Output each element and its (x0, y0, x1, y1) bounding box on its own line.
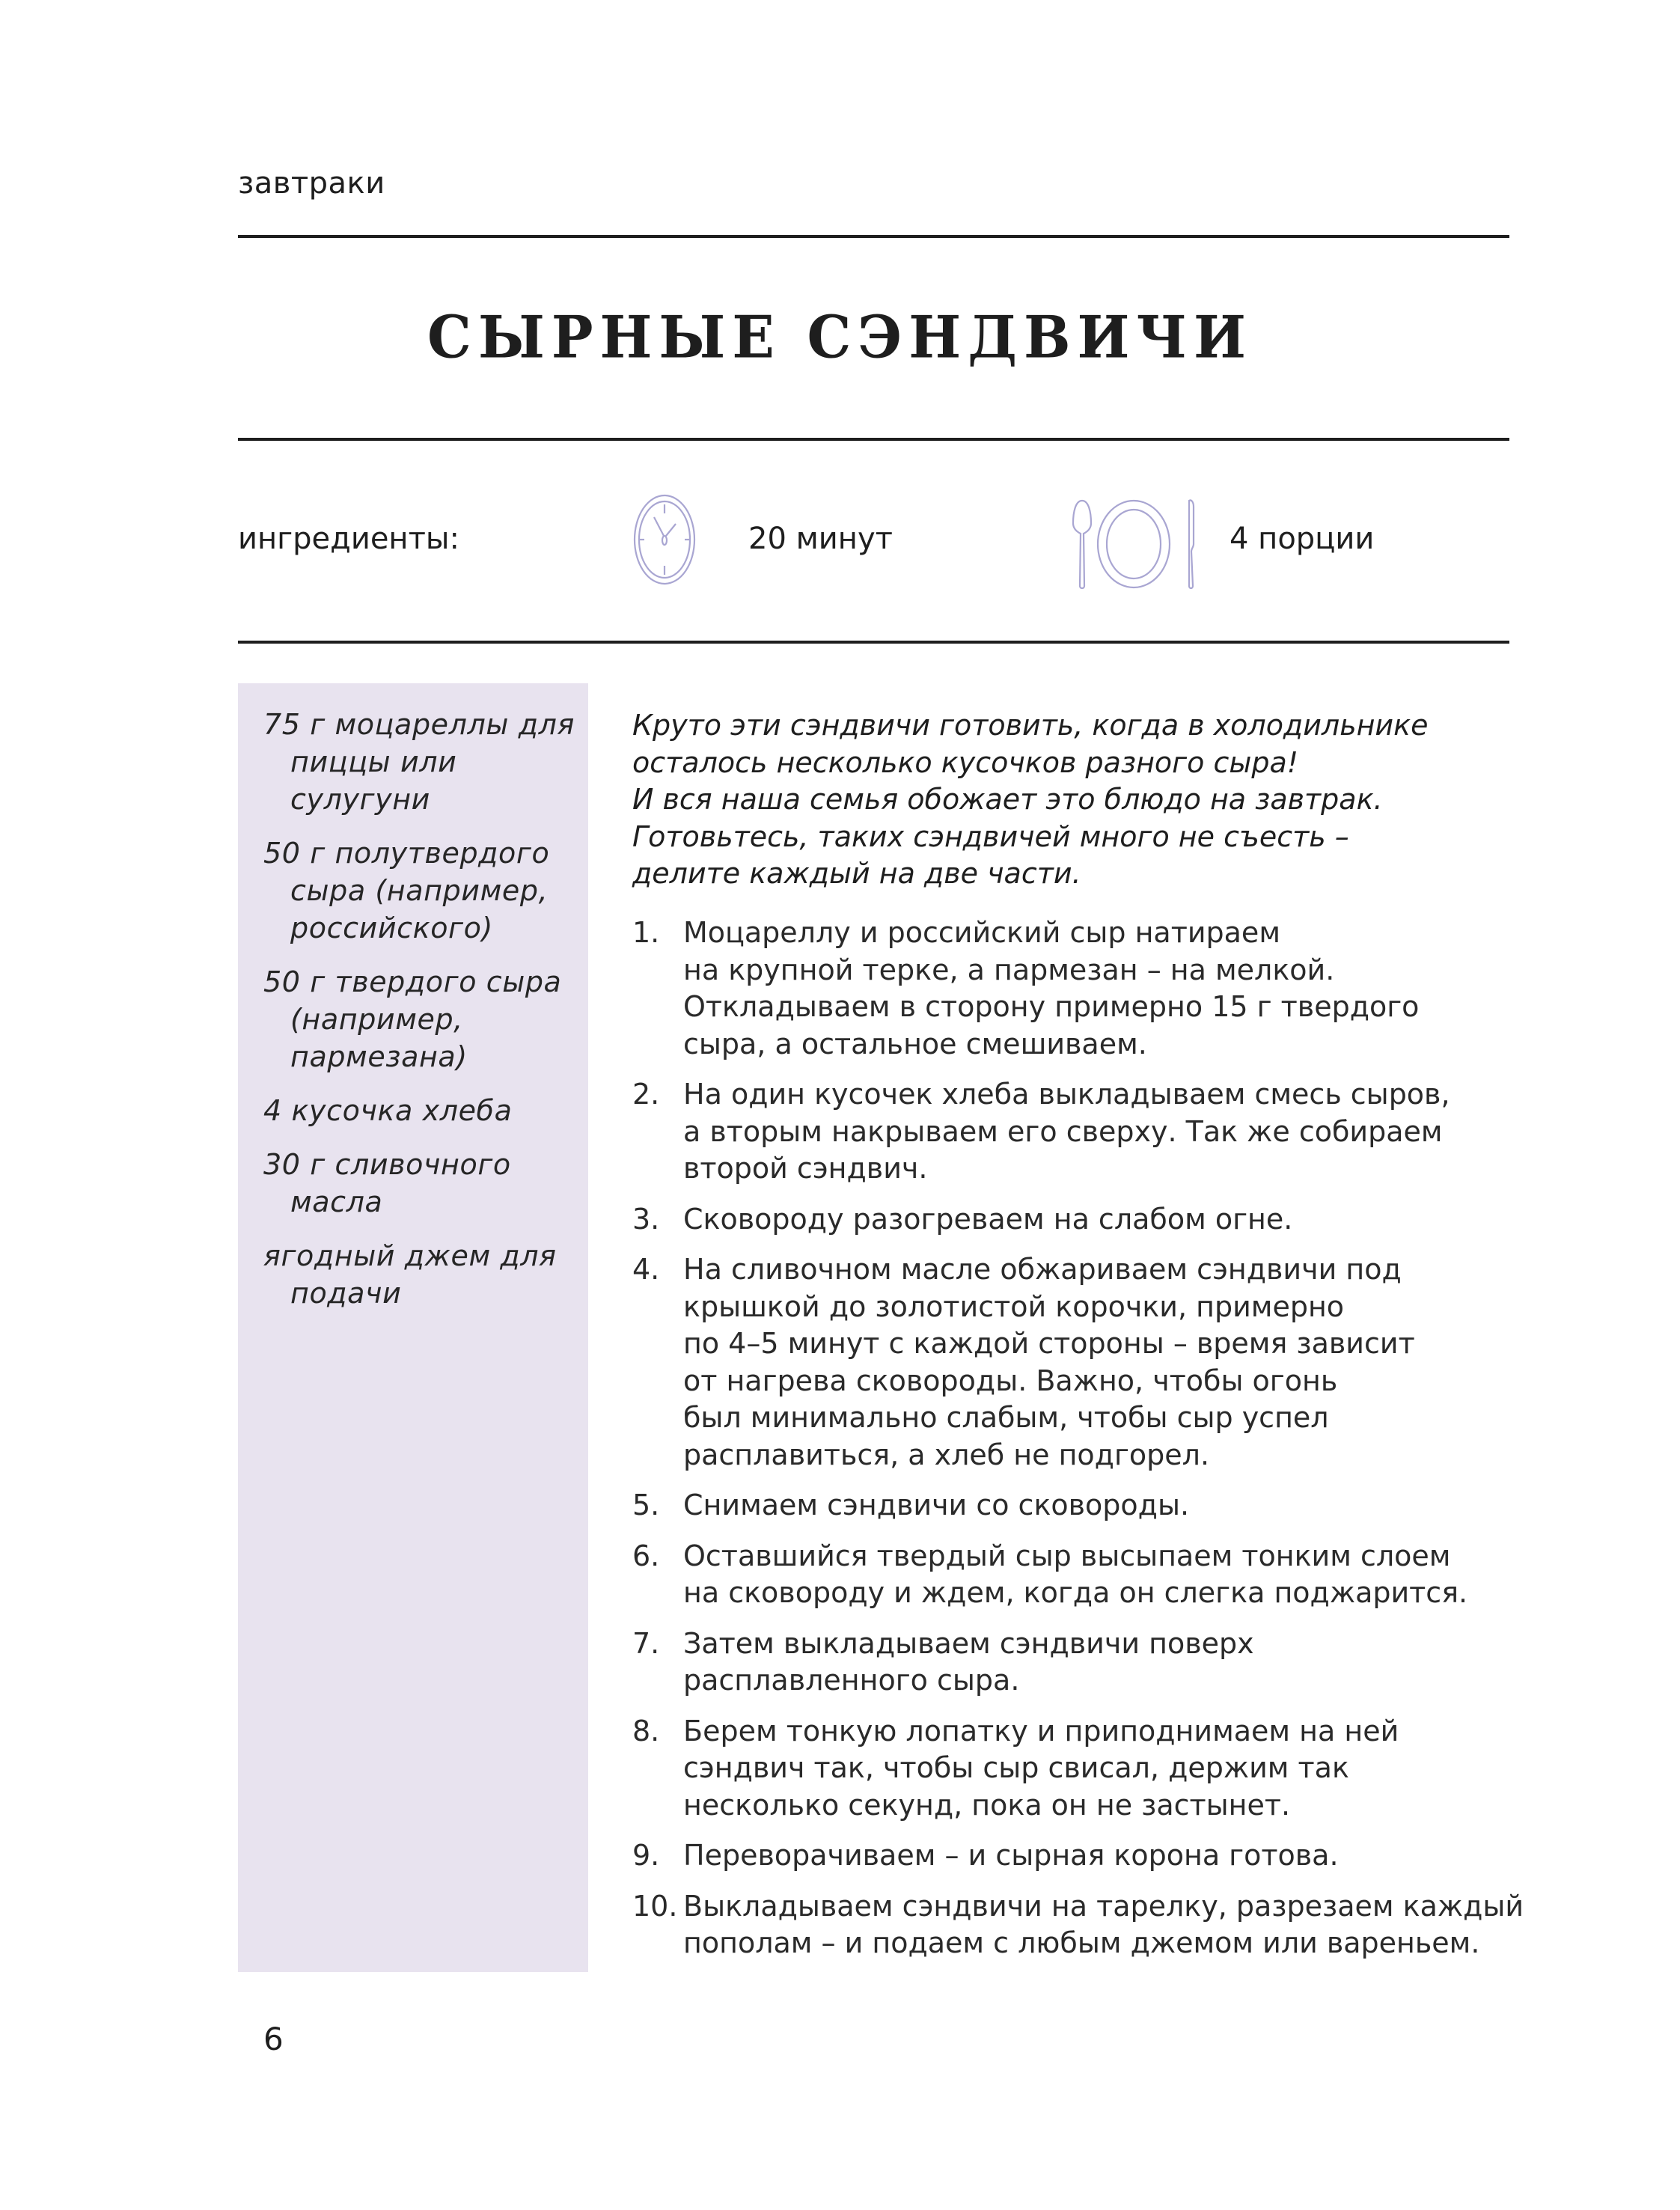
step-text: Моцареллу и российский сыр натираем на крупной терке, а пармезан – на мелкой. Откладываем в сторону примерно 15 г твердого сыра, а остальное смешиваем. (683, 916, 1420, 1060)
ingredient-item: 30 г сливочного масла (263, 1148, 511, 1218)
step-text: Затем выкладываем сэндвичи поверх расплавленного сыра. (683, 1626, 1254, 1697)
time-value: 20 минут (748, 522, 893, 556)
steps-list (632, 915, 1527, 1976)
step-text: Оставшийся твердый сыр высыпаем тонким слоем на сковороду и ждем, когда он слегка поджарится. (683, 1539, 1468, 1609)
step-text: На один кусочек хлеба выкладываем смесь сыров, а вторым накрываем его сверху. Так же собираем второй сэндвич. (683, 1078, 1450, 1185)
step-item (632, 1538, 1527, 1612)
servings-value: 4 порции (1230, 522, 1375, 556)
page-number: 6 (263, 2021, 284, 2057)
step-text: Переворачиваем – и сырная корона готова. (683, 1839, 1339, 1872)
step-item (632, 1201, 1527, 1239)
ingredient-item: 75 г моцареллы для пиццы или сулугуни (263, 708, 575, 816)
step-item (632, 1713, 1527, 1825)
step-text: Выкладываем сэндвичи на тарелку, разрезаем каждый пополам – и подаем с любым джемом или вареньем. (683, 1889, 1524, 1959)
recipe-intro: Круто эти сэндвичи готовить, когда в холодильнике осталось несколько кусочков разного сыра! И вся наша семья обожает это блюдо на завтрак. Готовьтесь, таких сэндвичей много не съесть – делите каждый на две части. (632, 709, 1429, 890)
ingredient-item: 4 кусочка хлеба (263, 1094, 513, 1127)
step-item (632, 915, 1527, 1063)
ingredients-panel (238, 683, 588, 1972)
clock-icon (633, 494, 696, 585)
step-item (632, 1487, 1527, 1524)
section-label: завтраки (238, 166, 385, 201)
divider-meta (238, 641, 1509, 644)
recipe-title: СЫРНЫЕ СЭНДВИЧИ (427, 303, 1253, 372)
step-number: 9. (632, 1839, 660, 1872)
step-text: Берем тонкую лопатку и приподнимаем на ней сэндвич так, чтобы сыр свисал, держим так несколько секунд, пока он не застынет. (683, 1714, 1399, 1822)
ingredient-item: 50 г твердого сыра (например, пармезана) (263, 965, 562, 1073)
step-number: 2. (632, 1078, 660, 1111)
ingredients-label: ингредиенты: (238, 522, 459, 556)
plate-cutlery-icon (1072, 498, 1200, 590)
step-number: 6. (632, 1539, 660, 1572)
step-number: 1. (632, 916, 660, 949)
step-item (632, 1837, 1527, 1875)
step-item (632, 1626, 1527, 1700)
step-number: 7. (632, 1626, 660, 1660)
step-text: На сливочном масле обжариваем сэндвичи под крышкой до золотистой корочки, примерно по 4–5 минут с каждой стороны – время зависит от нагрева сковороды. Важно, чтобы огонь был минимально слабым, чтобы сыр успел расплавиться, а хлеб не подгорел. (683, 1253, 1415, 1471)
ingredients-list (263, 706, 578, 1328)
step-text: Сковороду разогреваем на слабом огне. (683, 1202, 1293, 1236)
step-text: Снимаем сэндвичи со сковороды. (683, 1489, 1190, 1521)
step-item (632, 1888, 1527, 1962)
step-item (632, 1076, 1527, 1188)
step-number: 3. (632, 1202, 660, 1236)
step-number: 4. (632, 1253, 660, 1286)
divider-top (238, 235, 1509, 238)
ingredient-item: ягодный джем для подачи (263, 1239, 557, 1310)
step-item (632, 1251, 1527, 1474)
step-number: 10. (632, 1889, 678, 1923)
ingredient-item: 50 г полутвердого сыра (например, российского) (263, 837, 550, 944)
divider-title (238, 438, 1509, 441)
step-number: 8. (632, 1714, 660, 1747)
step-number: 5. (632, 1489, 660, 1521)
